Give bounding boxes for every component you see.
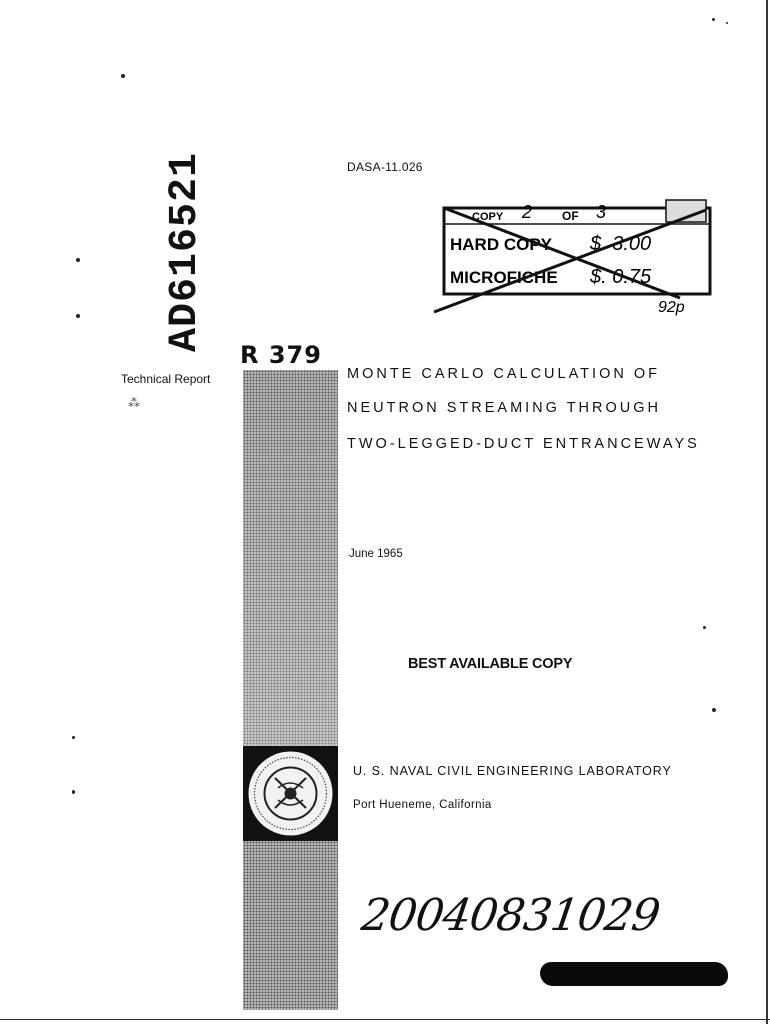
scan-speck bbox=[76, 314, 80, 318]
stamp-page-count: 92p bbox=[658, 299, 685, 316]
handwritten-number: 20040831029 bbox=[358, 890, 663, 941]
report-title-line-3: TWO-LEGGED-DUCT ENTRANCEWAYS bbox=[347, 436, 700, 452]
ink-mark: ⁂ bbox=[128, 396, 140, 410]
scan-speck bbox=[72, 736, 75, 739]
laboratory-location: Port Hueneme, California bbox=[353, 799, 492, 811]
report-title-line-1: MONTE CARLO CALCULATION OF bbox=[347, 366, 660, 382]
stamp-copy-label: COPY bbox=[472, 211, 504, 223]
navy-seal-emblem bbox=[245, 748, 336, 839]
scan-speck bbox=[726, 22, 728, 24]
stamp-microfiche-price: $. 0.75 bbox=[590, 266, 652, 288]
scan-speck bbox=[121, 74, 125, 78]
halftone-bar-highlight bbox=[243, 370, 338, 750]
report-type-label: Technical Report bbox=[121, 372, 211, 386]
laboratory-name: U. S. NAVAL CIVIL ENGINEERING LABORATORY bbox=[353, 764, 672, 778]
stamp-of-label: OF bbox=[562, 209, 579, 223]
stamp-hard-copy-price: $. 3.00 bbox=[590, 233, 652, 255]
scan-speck bbox=[703, 626, 706, 629]
dasa-number: DASA-11.026 bbox=[347, 160, 423, 174]
stamp-copy-number: 2 bbox=[522, 202, 533, 222]
stamp-hard-copy-label: HARD COPY bbox=[450, 235, 553, 254]
best-available-copy-stamp: BEST AVAILABLE COPY bbox=[408, 656, 573, 672]
report-title-line-2: NEUTRON STREAMING THROUGH bbox=[347, 400, 661, 416]
stamp-of-total: 3 bbox=[596, 202, 607, 222]
redaction-mark bbox=[540, 962, 728, 986]
stamp-microfiche-label: MICROFICHE bbox=[450, 268, 558, 287]
scan-speck bbox=[712, 708, 716, 712]
scan-speck bbox=[72, 790, 75, 794]
scan-speck bbox=[76, 258, 80, 262]
scan-speck bbox=[712, 18, 715, 21]
report-date: June 1965 bbox=[349, 548, 403, 560]
report-number: R 379 bbox=[240, 341, 322, 369]
accession-number: AD616521 bbox=[163, 151, 208, 352]
scan-edge-bottom bbox=[0, 1019, 770, 1020]
price-stamp bbox=[430, 188, 730, 318]
scan-edge-right bbox=[766, 0, 768, 1024]
